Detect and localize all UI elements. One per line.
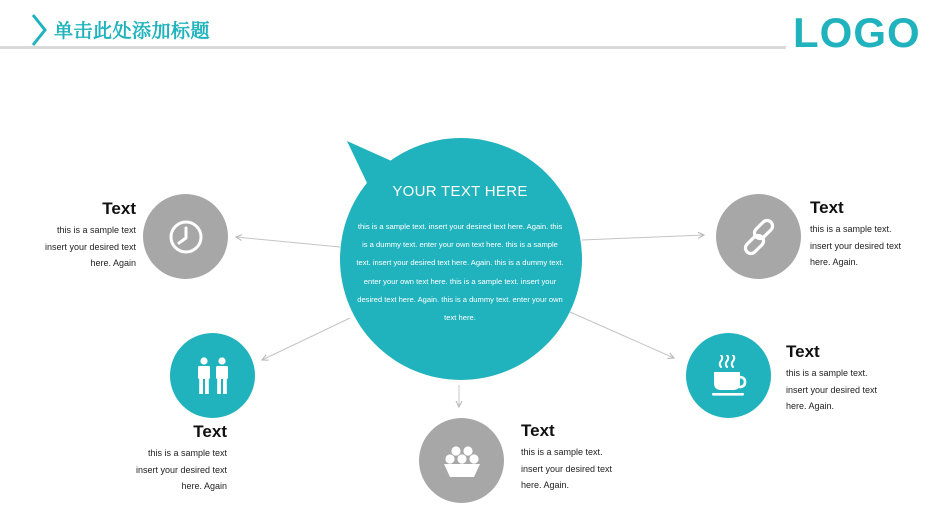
node-top-right xyxy=(716,194,801,279)
center-text-block xyxy=(355,183,565,327)
item-line[interactable]: this is a sample text xyxy=(147,448,227,458)
item-line[interactable]: here. Again. xyxy=(786,401,835,411)
node-bottom-center xyxy=(419,418,504,503)
label-top-left xyxy=(45,199,136,272)
item-line[interactable]: here. Again. xyxy=(810,257,859,267)
label-bottom-center xyxy=(521,421,612,494)
item-line[interactable]: here. Again xyxy=(90,258,136,268)
item-title[interactable]: Text xyxy=(193,422,227,441)
item-line[interactable]: this is a sample text xyxy=(56,225,136,235)
node-bottom-left xyxy=(170,333,255,418)
label-bottom-right xyxy=(786,342,877,415)
food-bowl-icon xyxy=(442,443,482,479)
coffee-cup-icon xyxy=(709,355,749,397)
logo: LOGO xyxy=(793,9,921,56)
connector-top-right xyxy=(582,235,704,240)
item-line[interactable]: insert your desired text xyxy=(135,464,227,475)
item-line[interactable]: insert your desired text xyxy=(521,463,613,474)
people-icon xyxy=(195,356,231,396)
center-body[interactable]: this is a sample text. insert your desired text here. Again. this is a dummy text. enter your own text here. this is a sample text. insert your desired text here. Again. this is a dummy text. enter your own text here. this is a sample text. insert your desired text here. Again. this is a dummy text. enter your own text here. xyxy=(356,222,564,323)
item-line[interactable]: insert your desired text xyxy=(786,384,878,395)
item-line[interactable]: this is a sample text. xyxy=(786,368,868,378)
node-top-left xyxy=(143,194,228,279)
connector-bottom-right xyxy=(570,312,674,358)
item-title[interactable]: Text xyxy=(521,421,555,440)
item-line[interactable]: insert your desired text xyxy=(810,240,902,251)
item-title[interactable]: Text xyxy=(786,342,820,361)
label-top-right xyxy=(810,198,901,271)
node-bottom-right xyxy=(686,333,771,418)
link-icon xyxy=(738,216,780,258)
item-line[interactable]: here. Again. xyxy=(521,480,570,490)
item-line[interactable]: here. Again xyxy=(181,481,227,491)
center-heading[interactable]: YOUR TEXT HERE xyxy=(392,183,528,200)
item-line[interactable]: insert your desired text xyxy=(44,241,136,252)
clock-icon xyxy=(166,217,206,257)
item-title[interactable]: Text xyxy=(810,198,844,217)
item-line[interactable]: this is a sample text. xyxy=(810,224,892,234)
item-title[interactable]: Text xyxy=(102,199,136,218)
label-bottom-left xyxy=(136,422,227,495)
connector-top-left xyxy=(236,237,340,247)
page-title[interactable]: 单击此处添加标题 xyxy=(54,20,211,42)
item-line[interactable]: this is a sample text. xyxy=(521,447,603,457)
